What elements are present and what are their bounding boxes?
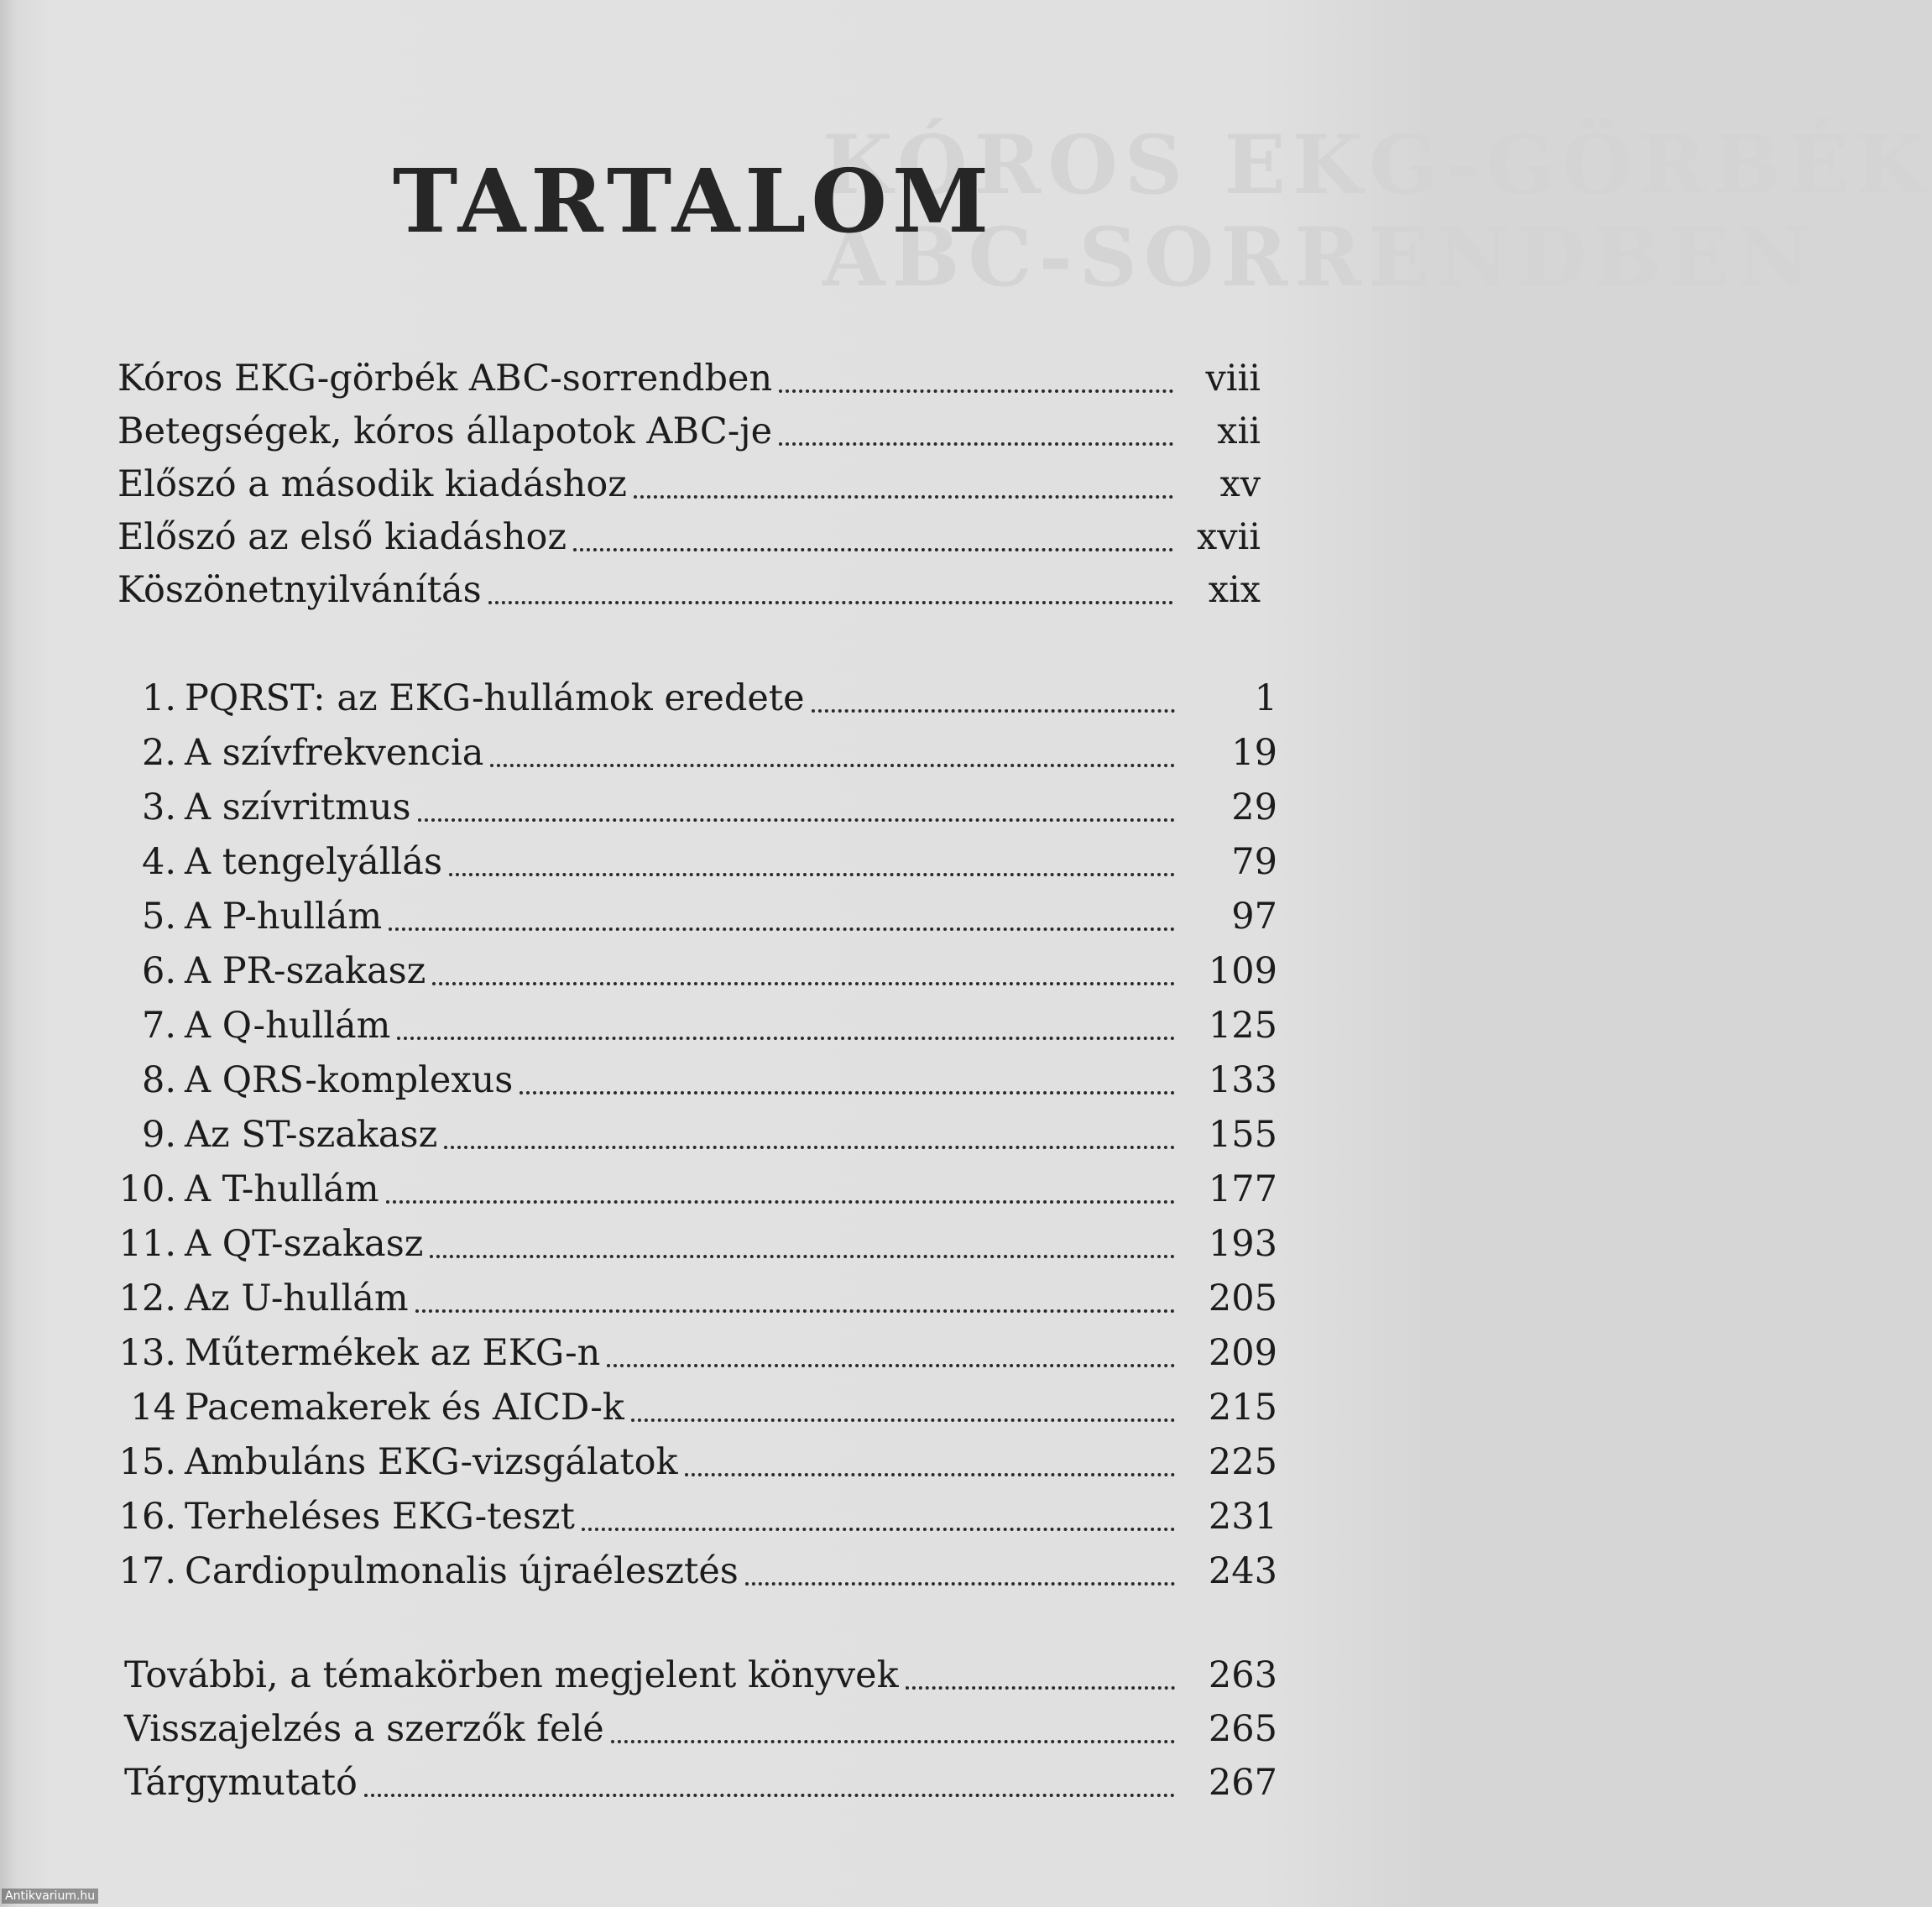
chapter-entry[interactable] xyxy=(117,1382,1277,1434)
chapter-number: 16. xyxy=(118,1495,176,1538)
chapter-page: 109 xyxy=(1208,949,1277,992)
toc-entry[interactable] xyxy=(124,1649,1277,1701)
toc-entry-page: 267 xyxy=(1208,1761,1277,1804)
chapter-page: 215 xyxy=(1208,1386,1277,1429)
chapter-title: A szívfrekvencia xyxy=(185,731,484,774)
chapter-entry[interactable] xyxy=(117,891,1277,943)
toc-entry-page: viii xyxy=(1205,357,1261,400)
toc-entry[interactable] xyxy=(124,1757,1277,1809)
toc-entry-title: Betegségek, kóros állapotok ABC-je xyxy=(117,410,773,452)
dot-leader xyxy=(906,1685,1175,1690)
dot-leader xyxy=(364,1793,1175,1797)
toc-entry-title: Előszó az első kiadáshoz xyxy=(117,515,567,558)
chapter-entry[interactable] xyxy=(117,836,1277,888)
dot-leader xyxy=(430,1254,1175,1258)
chapter-entry[interactable] xyxy=(117,1491,1277,1543)
chapter-page: 19 xyxy=(1231,731,1277,774)
toc-entry-title: Előszó a második kiadáshoz xyxy=(117,462,627,505)
chapter-title: A P-hullám xyxy=(185,895,383,938)
chapter-page: 177 xyxy=(1208,1168,1277,1210)
toc-entry[interactable] xyxy=(117,511,1261,563)
dot-leader xyxy=(415,1309,1175,1313)
dot-leader xyxy=(520,1090,1175,1095)
dot-leader xyxy=(397,1036,1175,1040)
dot-leader xyxy=(779,389,1173,393)
dot-leader xyxy=(779,441,1173,446)
chapter-number: 10. xyxy=(118,1168,176,1210)
chapter-title: A QRS-komplexus xyxy=(185,1058,514,1101)
dot-leader xyxy=(631,1418,1175,1422)
chapter-title: A T-hullám xyxy=(185,1168,379,1210)
chapter-title: Terheléses EKG-teszt xyxy=(185,1495,575,1538)
chapter-number: 6. xyxy=(141,949,176,992)
dot-leader xyxy=(812,708,1175,713)
chapter-page: 243 xyxy=(1208,1549,1277,1592)
dot-leader xyxy=(611,1739,1175,1743)
dot-leader xyxy=(389,927,1175,931)
chapter-entry[interactable] xyxy=(117,727,1277,779)
chapter-entry[interactable] xyxy=(117,1054,1277,1106)
chapter-number: 12. xyxy=(118,1277,176,1319)
toc-entry[interactable] xyxy=(117,458,1261,510)
chapter-entry[interactable] xyxy=(117,945,1277,997)
chapter-page: 97 xyxy=(1231,895,1277,938)
chapter-title: Az U-hullám xyxy=(185,1277,409,1319)
dot-leader xyxy=(607,1363,1175,1367)
chapter-entry[interactable] xyxy=(117,672,1277,724)
chapter-title: A QT-szakasz xyxy=(185,1222,424,1265)
toc-entry-page: xvii xyxy=(1196,515,1261,558)
chapter-title: Pacemakerek és AICD-k xyxy=(185,1386,624,1429)
chapter-page: 79 xyxy=(1231,840,1277,883)
toc-entry-page: xv xyxy=(1219,462,1261,505)
show-through-text-line-2: ABC-SORRENDBEN xyxy=(822,210,1817,305)
chapter-number: 4. xyxy=(141,840,176,883)
chapter-title: A PR-szakasz xyxy=(185,949,426,992)
chapter-title: PQRST: az EKG-hullámok eredete xyxy=(185,677,805,719)
chapter-page: 209 xyxy=(1208,1331,1277,1374)
chapter-title: A szívritmus xyxy=(185,786,411,828)
dot-leader xyxy=(685,1472,1175,1476)
toc-entry-page: xix xyxy=(1208,568,1261,611)
toc-entry[interactable] xyxy=(117,353,1261,405)
chapter-entry[interactable] xyxy=(117,1218,1277,1270)
page-title: TARTALOM xyxy=(392,149,995,253)
toc-entry-page: xii xyxy=(1217,410,1261,452)
chapter-page: 205 xyxy=(1208,1277,1277,1319)
dot-leader xyxy=(432,981,1175,985)
dot-leader xyxy=(449,872,1175,876)
toc-entry-page: 263 xyxy=(1208,1654,1277,1696)
dot-leader xyxy=(418,818,1175,822)
chapter-number: 15. xyxy=(118,1440,176,1483)
chapter-entry[interactable] xyxy=(117,1000,1277,1052)
chapter-number: 1. xyxy=(141,677,176,719)
chapter-number: 17. xyxy=(118,1549,176,1592)
dot-leader xyxy=(490,763,1175,767)
toc-entry-page: 265 xyxy=(1208,1707,1277,1750)
toc-entry[interactable] xyxy=(117,564,1261,616)
chapter-number: 9. xyxy=(141,1113,176,1156)
show-through-text-line-1: KÓROS EKG-GÖRBÉK xyxy=(822,118,1932,212)
dot-leader xyxy=(745,1581,1175,1586)
chapter-page: 225 xyxy=(1208,1440,1277,1483)
chapter-entry[interactable] xyxy=(117,1272,1277,1324)
toc-entry-title: Tárgymutató xyxy=(124,1761,358,1804)
toc-entry-title: Köszönetnyilvánítás xyxy=(117,568,482,611)
toc-entry-title: Visszajelzés a szerzők felé xyxy=(124,1707,604,1750)
toc-entry-title: Kóros EKG-görbék ABC-sorrendben xyxy=(117,357,773,400)
chapter-entry[interactable] xyxy=(117,781,1277,833)
chapter-title: A Q-hullám xyxy=(185,1004,391,1047)
chapter-title: Az ST-szakasz xyxy=(185,1113,438,1156)
chapter-number: 8. xyxy=(141,1058,176,1101)
chapter-entry[interactable] xyxy=(117,1163,1277,1215)
toc-entry[interactable] xyxy=(124,1703,1277,1755)
chapter-page: 1 xyxy=(1254,677,1277,719)
chapter-page: 193 xyxy=(1208,1222,1277,1265)
chapter-number: 2. xyxy=(141,731,176,774)
dot-leader xyxy=(444,1145,1175,1149)
chapter-entry[interactable] xyxy=(117,1327,1277,1379)
chapter-entry[interactable] xyxy=(117,1545,1277,1597)
chapter-title: Műtermékek az EKG-n xyxy=(185,1331,601,1374)
chapter-entry[interactable] xyxy=(117,1109,1277,1161)
chapter-page: 125 xyxy=(1208,1004,1277,1047)
chapter-title: Cardiopulmonalis újraélesztés xyxy=(185,1549,739,1592)
chapter-number: 5. xyxy=(141,895,176,938)
dot-leader xyxy=(582,1527,1175,1531)
dot-leader xyxy=(488,600,1173,604)
chapter-entry[interactable] xyxy=(117,1436,1277,1488)
dot-leader xyxy=(386,1199,1175,1204)
chapter-number: 11. xyxy=(118,1222,176,1265)
toc-entry-title: További, a témakörben megjelent könyvek xyxy=(124,1654,899,1696)
chapter-page: 231 xyxy=(1208,1495,1277,1538)
chapter-page: 155 xyxy=(1208,1113,1277,1156)
dot-leader xyxy=(634,494,1173,499)
chapter-number: 3. xyxy=(141,786,176,828)
chapter-page: 133 xyxy=(1208,1058,1277,1101)
dot-leader xyxy=(573,547,1173,551)
chapter-number: 14 xyxy=(130,1386,176,1429)
chapter-title: A tengelyállás xyxy=(185,840,443,883)
watermark: Antikvarium.hu xyxy=(2,1889,98,1904)
chapter-page: 29 xyxy=(1231,786,1277,828)
chapter-number: 13. xyxy=(118,1331,176,1374)
chapter-title: Ambuláns EKG-vizsgálatok xyxy=(185,1440,678,1483)
chapter-number: 7. xyxy=(141,1004,176,1047)
toc-entry[interactable] xyxy=(117,405,1261,457)
